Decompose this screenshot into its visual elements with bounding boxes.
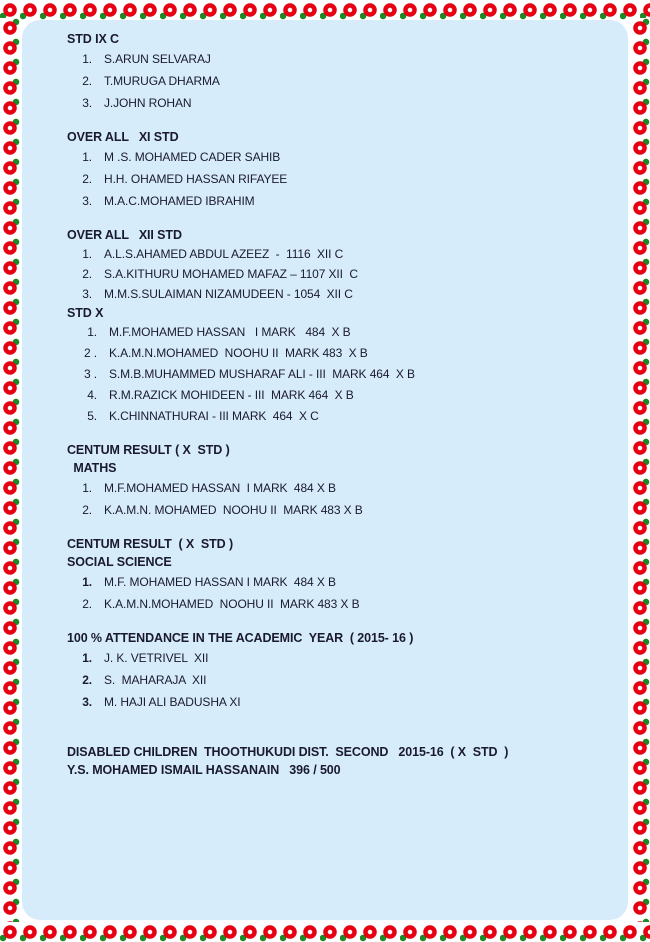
section-std-x <box>67 304 628 427</box>
content-panel <box>22 20 628 920</box>
name-list <box>67 48 628 114</box>
list-item: 3 . S.M.B.MUHAMMED MUSHARAF ALI - III MARK 464 X B <box>83 367 415 381</box>
list-item: 2. S. MAHARAJA XII <box>82 673 207 687</box>
section-heading: STD IX C <box>67 32 119 46</box>
section-heading: 100 % ATTENDANCE IN THE ACADEMIC YEAR ( 2015- 16 ) <box>67 631 414 645</box>
list-item: 3. M.A.C.MOHAMED IBRAHIM <box>82 194 255 208</box>
name-list <box>67 322 628 427</box>
flower-border-top <box>0 0 650 20</box>
section-heading: CENTUM RESULT ( X STD ) <box>67 537 234 551</box>
section-heading: OVER ALL XI STD <box>67 130 179 144</box>
section-std-ix-c <box>67 30 628 114</box>
list-item: 4. R.M.RAZICK MOHIDEEN - III MARK 464 X B <box>87 388 354 402</box>
list-item: 3. J.JOHN ROHAN <box>82 96 192 110</box>
section-heading: STD X <box>67 306 104 320</box>
list-item: 1. S.ARUN SELVARAJ <box>82 52 211 66</box>
list-item: 2. K.A.M.N. MOHAMED NOOHU II MARK 483 X B <box>82 503 363 517</box>
section-disabled-children <box>67 743 628 779</box>
section-heading: CENTUM RESULT ( X STD ) <box>67 443 230 457</box>
name-list <box>67 244 628 304</box>
list-item: 2 . K.A.M.N.MOHAMED NOOHU II MARK 483 X B <box>83 346 368 360</box>
flower-border-right <box>630 18 650 924</box>
list-item: 1. A.L.S.AHAMED ABDUL AZEEZ - 1116 XII C <box>82 247 344 261</box>
footer-line-2: Y.S. MOHAMED ISMAIL HASSANAIN 396 / 500 <box>67 763 341 777</box>
footer-line-1: DISABLED CHILDREN THOOTHUKUDI DIST. SECOND 2015-16 ( X STD ) <box>67 745 509 759</box>
list-item: 2. T.MURUGA DHARMA <box>82 74 220 88</box>
section-centum-social-science <box>67 535 628 615</box>
name-list <box>67 647 628 713</box>
list-item: 1. J. K. VETRIVEL XII <box>82 651 209 665</box>
flower-border-left <box>0 18 20 924</box>
section-attendance <box>67 629 628 713</box>
list-item: 3. M.M.S.SULAIMAN NIZAMUDEEN - 1054 XII C <box>82 287 353 301</box>
name-list <box>67 477 628 521</box>
list-item: 2. H.H. OHAMED HASSAN RIFAYEE <box>82 172 288 186</box>
list-item: 1. M .S. MOHAMED CADER SAHIB <box>82 150 281 164</box>
list-item: 1. M.F. MOHAMED HASSAN I MARK 484 X B <box>82 575 336 589</box>
section-subheading: MATHS <box>70 461 117 475</box>
list-item: 3. M. HAJI ALI BADUSHA XI <box>82 695 241 709</box>
list-item: 1. M.F.MOHAMED HASSAN I MARK 484 X B <box>82 481 336 495</box>
section-subheading: SOCIAL SCIENCE <box>67 555 172 569</box>
section-overall-xi-std <box>67 128 628 212</box>
flower-border-bottom <box>0 922 650 942</box>
section-heading: OVER ALL XII STD <box>67 228 182 242</box>
name-list <box>67 571 628 615</box>
list-item: 2. K.A.M.N.MOHAMED NOOHU II MARK 483 X B <box>82 597 360 611</box>
list-item: 2. S.A.KITHURU MOHAMED MAFAZ – 1107 XII C <box>82 267 358 281</box>
list-item: 1. M.F.MOHAMED HASSAN I MARK 484 X B <box>87 325 351 339</box>
section-overall-xii-std <box>67 226 628 304</box>
name-list <box>67 146 628 212</box>
section-centum-maths <box>67 441 628 521</box>
list-item: 5. K.CHINNATHURAI - III MARK 464 X C <box>87 409 319 423</box>
